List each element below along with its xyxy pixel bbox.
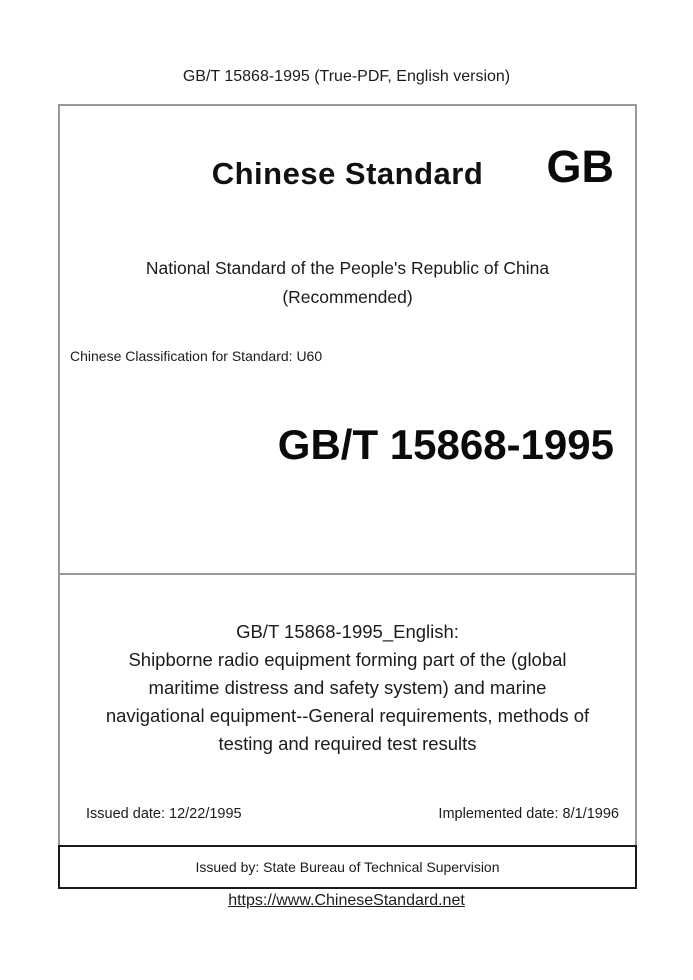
national-standard-subtitle — [60, 254, 635, 312]
subtitle-line-2: (Recommended) — [282, 287, 413, 307]
website-link[interactable]: https://www.ChineseStandard.net — [228, 892, 465, 909]
classification-text: Chinese Classification for Standard: U60 — [70, 348, 323, 364]
subtitle-line-1: National Standard of the People's Republic of China — [145, 258, 550, 278]
implemented-date: Implemented date: 8/1/1996 — [438, 806, 619, 822]
cover-box — [58, 104, 637, 847]
footer — [0, 892, 693, 910]
dates-row — [60, 806, 635, 822]
section-divider — [60, 573, 635, 575]
description-line: navigational equipment--General requirements, methods of — [105, 705, 590, 726]
page-header-title: GB/T 15868-1995 (True-PDF, English version) — [182, 68, 511, 85]
english-description — [60, 618, 635, 758]
standard-number: GB/T 15868-1995 — [277, 421, 614, 468]
description-heading: GB/T 15868-1995_English: — [236, 621, 459, 642]
issuer-box — [58, 845, 637, 889]
description-line: maritime distress and safety system) and marine — [148, 677, 547, 698]
issued-date: Issued date: 12/22/1995 — [86, 806, 242, 822]
description-line: Shipborne radio equipment forming part of the (global — [128, 649, 567, 670]
brand-title: Chinese Standard — [211, 156, 484, 191]
description-line: testing and required test results — [218, 733, 477, 754]
issued-by-text: Issued by: State Bureau of Technical Supervision — [195, 859, 500, 875]
gb-logo: GB — [546, 141, 614, 192]
